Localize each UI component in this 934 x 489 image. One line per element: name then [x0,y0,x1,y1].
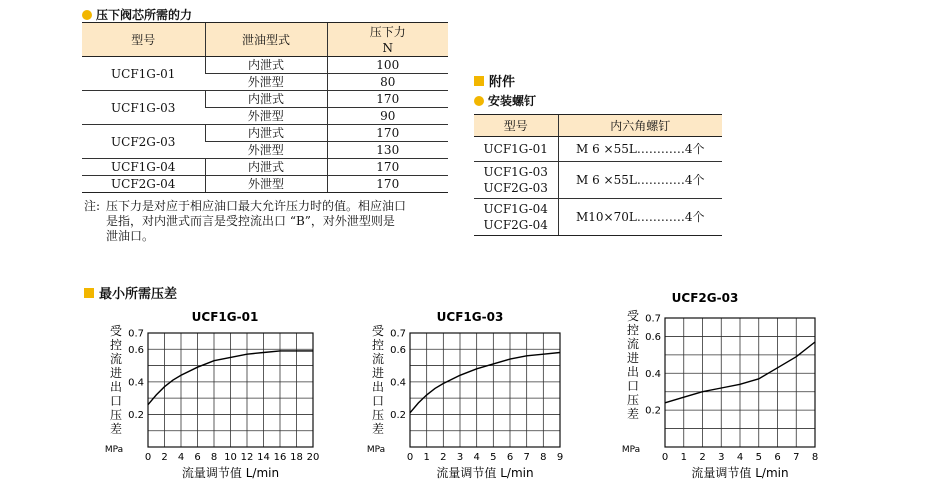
y-tick-label: 0.6 [128,344,144,356]
table-row [82,57,448,74]
bullet-icon [474,96,484,106]
x-axis-label: 流量调节值 L/min [436,466,534,480]
bullet-square-icon [84,288,94,298]
force-cell: 170 [327,159,448,176]
force-cell: 80 [327,74,448,91]
header-model: 型号 [82,23,205,57]
x-axis-label: 流量调节值 L/min [181,466,280,480]
header-screw: 内六角螺钉 [558,115,722,137]
x-tick-label: 2 [161,452,168,463]
section-min-pressure-title: 最小所需压差 [99,287,178,302]
x-tick-label: 0 [661,452,669,463]
y-axis-label-char: 流 [109,352,123,366]
x-tick-label: 6 [506,452,514,463]
y-tick-label: 0.2 [390,409,406,421]
x-tick-label: 7 [523,452,530,463]
x-axis-label: 流量调节值 L/min [691,466,789,480]
chart-title: UCF2G-03 [671,291,739,305]
chart-ucf1g-03 [350,305,570,485]
header-drain-type: 泄油型式 [205,23,327,57]
y-axis-unit: MPa [104,445,124,455]
bullet-icon [82,10,92,20]
y-tick-label: 0.4 [390,377,406,389]
x-tick-label: 0 [406,452,414,463]
y-tick-label: 0.2 [645,405,661,417]
x-tick-label: 12 [240,452,254,463]
note-label: 注: [84,199,101,213]
y-axis-label-char: 压 [371,408,385,422]
y-axis-label-char: 受 [371,324,385,338]
y-tick-label: 0.6 [645,331,661,343]
y-axis-label-char: 进 [109,366,123,380]
screw-spec-cell: M10×70L…………4个 [558,199,722,236]
force-table [82,22,448,193]
model-cell: UCF1G-04 UCF2G-04 [474,199,558,236]
x-tick-label: 5 [755,452,762,463]
chart-title: UCF1G-01 [191,310,259,324]
header-model: 型号 [474,115,558,137]
drain-type-cell: 内泄式 [205,57,327,74]
force-cell: 170 [327,125,448,142]
y-axis-label-char: 受 [109,324,123,338]
bullet-square-icon [474,76,484,86]
note-line: 压下力是对应于相应油口最大允许压力时的值。相应油口 [106,199,407,213]
note-line: 是指，对内泄式而言是受控流出口 “B”，对外泄型则是 [106,214,395,228]
y-axis-label-char: 口 [371,394,385,408]
section-screw-title: 安装螺钉 [488,94,537,108]
x-tick-label: 16 [273,452,287,463]
x-tick-label: 1 [423,452,430,463]
table-row [474,162,722,199]
header-force-unit: N [382,40,393,55]
x-tick-label: 10 [224,452,237,463]
y-tick-label: 0.2 [128,409,144,421]
drain-type-cell: 内泄式 [205,125,327,142]
model-cell: UCF1G-01 [474,137,558,162]
y-axis-label-char: 受 [626,309,640,323]
screw-table [474,114,722,236]
force-cell: 90 [327,108,448,125]
y-tick-label: 0.7 [390,328,406,340]
table-row [82,176,448,193]
chart-title: UCF1G-03 [436,310,504,324]
x-tick-label: 8 [811,452,819,463]
section-min-pressure-heading [84,283,177,302]
model-cell: UCF2G-04 [82,176,205,193]
drain-type-cell: 外泄型 [205,108,327,125]
x-tick-label: 2 [440,452,447,463]
table-row [474,137,722,162]
y-axis-label-char: 进 [626,351,640,365]
y-axis-label-char: 压 [109,408,123,422]
section-force-heading [82,6,192,23]
section-accessory-title: 附件 [489,75,516,90]
table-row [82,91,448,108]
x-tick-label: 6 [774,452,781,463]
drain-type-cell: 外泄型 [205,74,327,91]
model-cell: UCF2G-03 [82,125,205,159]
y-axis-label-char: 出 [626,365,640,379]
y-tick-label: 0.6 [390,344,406,356]
x-tick-label: 7 [793,452,800,463]
y-tick-label: 0.7 [645,313,661,325]
y-axis-label-char: 出 [109,380,123,394]
model-cell: UCF1G-03 [82,91,205,125]
x-tick-label: 4 [177,452,185,463]
x-tick-label: 9 [556,452,564,463]
x-tick-label: 4 [736,452,744,463]
x-tick-label: 3 [456,452,464,463]
x-tick-label: 8 [540,452,547,463]
model-cell: UCF1G-01 [82,57,205,91]
y-axis-unit: MPa [366,445,386,455]
y-axis-label-char: 出 [371,380,385,394]
chart-ucf1g-01 [80,305,330,485]
y-axis-label-char: 口 [626,379,640,393]
y-axis-label-char: 流 [626,337,640,351]
chart-ucf2g-03 [600,290,830,485]
y-tick-label: 0.7 [128,328,144,340]
drain-type-cell: 外泄型 [205,142,327,159]
x-tick-label: 8 [210,452,218,463]
model-cell: UCF1G-04 [82,159,205,176]
x-tick-label: 18 [290,452,303,463]
header-force: 压下力 N [327,23,448,57]
drain-type-cell: 内泄式 [205,159,327,176]
x-tick-label: 4 [473,452,480,463]
x-tick-label: 6 [194,452,201,463]
x-tick-label: 0 [144,452,152,463]
x-tick-label: 20 [306,452,320,463]
force-cell: 170 [327,176,448,193]
x-tick-label: 3 [718,452,725,463]
drain-type-cell: 内泄式 [205,91,327,108]
model-cell: UCF1G-03 UCF2G-03 [474,162,558,199]
table-row [82,125,448,142]
note-line: 泄油口。 [106,229,155,243]
y-tick-label: 0.4 [645,368,661,380]
force-cell: 170 [327,91,448,108]
y-axis-unit: MPa [621,445,641,455]
section-accessory-heading [474,71,515,90]
y-axis-label-char: 进 [371,366,385,380]
screw-spec-cell: M 6 ×55L…………4个 [558,137,722,162]
y-axis-label-char: 差 [109,422,123,436]
y-axis-label-char: 控 [626,323,640,337]
y-axis-label-char: 流 [371,352,385,366]
force-cell: 100 [327,57,448,74]
drain-type-cell: 外泄型 [205,176,327,193]
y-axis-label-char: 差 [626,407,640,421]
table-row [82,159,448,176]
x-tick-label: 14 [257,452,270,463]
x-tick-label: 1 [680,452,687,463]
x-tick-label: 5 [490,452,497,463]
y-axis-label-char: 压 [626,393,640,407]
y-tick-label: 0.4 [128,377,144,389]
x-tick-label: 2 [699,452,706,463]
y-axis-label-char: 口 [109,394,123,408]
y-axis-label-char: 控 [109,338,123,352]
table-row [474,199,722,236]
series-line [410,353,560,413]
note-text [106,199,456,244]
screw-spec-cell: M 6 ×55L…………4个 [558,162,722,199]
y-axis-label-char: 控 [371,338,385,352]
section-force-title: 压下阀芯所需的力 [96,8,193,22]
section-screw-heading [474,92,536,109]
force-cell: 130 [327,142,448,159]
y-axis-label-char: 差 [371,422,385,436]
